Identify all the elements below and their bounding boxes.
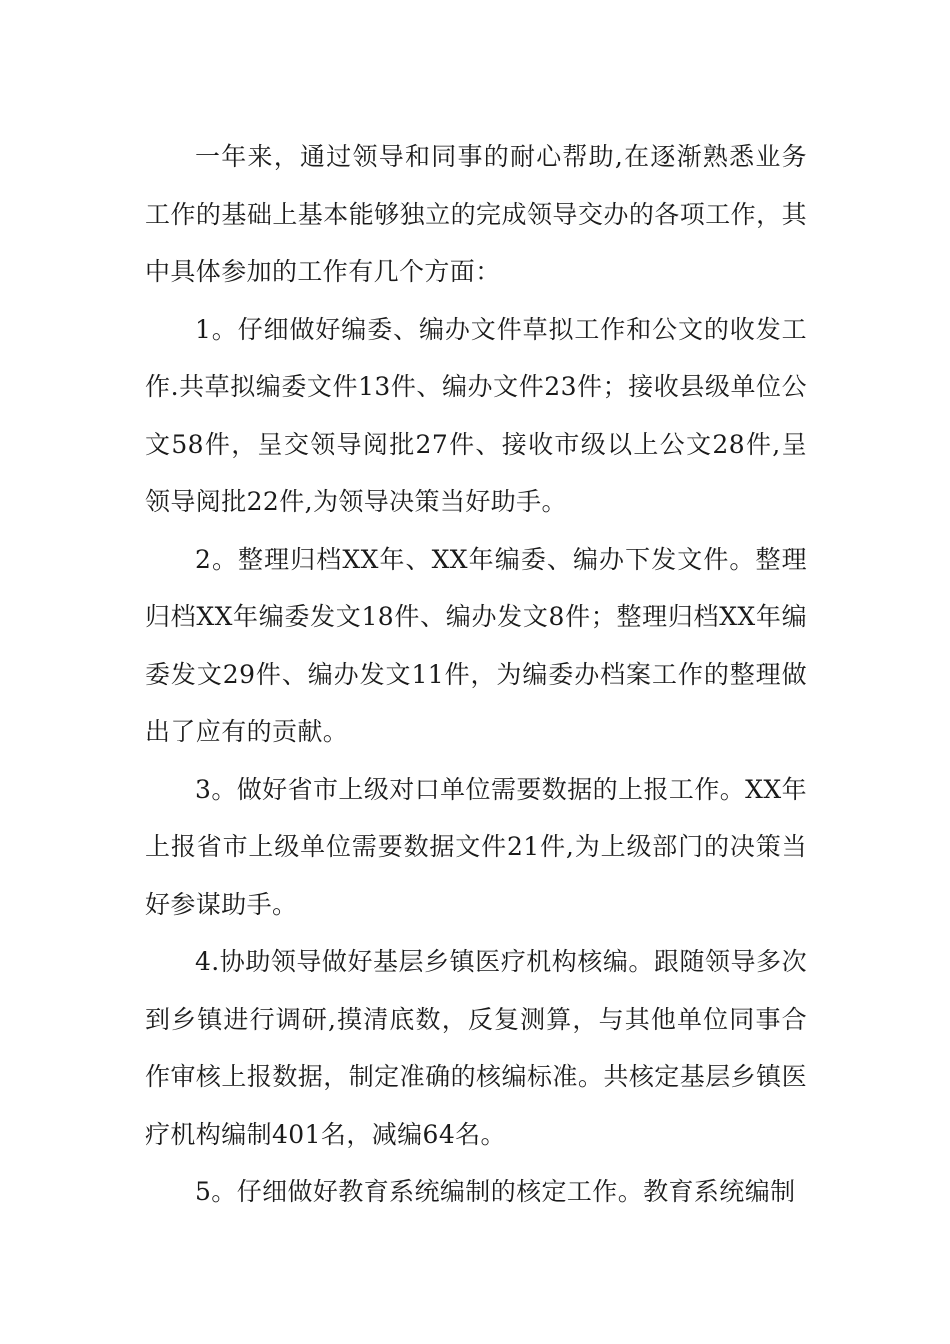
paragraph-item-1: 1。仔细做好编委、编办文件草拟工作和公文的收发工作.共草拟编委文件13件、编办文件23件；接收县级单位公文58件，呈交领导阅批27件、接收市级以上公文28件,呈领导阅批22件,为领导决策当好助手。	[145, 314, 807, 516]
paragraph-item-3: 3。做好省市上级对口单位需要数据的上报工作。XX年上报省市上级单位需要数据文件21件,为上级部门的决策当好参谋助手。	[145, 774, 807, 919]
paragraph-item-5: 5。仔细做好教育系统编制的核定工作。教育系统编制	[195, 1177, 796, 1206]
document-body	[145, 128, 807, 1221]
paragraph-intro: 一年来，通过领导和同事的耐心帮助,在逐渐熟悉业务工作的基础上基本能够独立的完成领导交办的各项工作，其中具体参加的工作有几个方面：	[145, 142, 807, 286]
paragraph-item-2: 2。整理归档XX年、XX年编委、编办下发文件。整理归档XX年编委发文18件、编办发文8件；整理归档XX年编委发文29件、编办发文11件，为编委办档案工作的整理做出了应有的贡献。	[145, 544, 807, 746]
paragraph-item-4: 4.协助领导做好基层乡镇医疗机构核编。跟随领导多次到乡镇进行调研,摸清底数，反复测算，与其他单位同事合作审核上报数据，制定准确的核编标准。共核定基层乡镇医疗机构编制401名，减编64名。	[145, 947, 807, 1149]
